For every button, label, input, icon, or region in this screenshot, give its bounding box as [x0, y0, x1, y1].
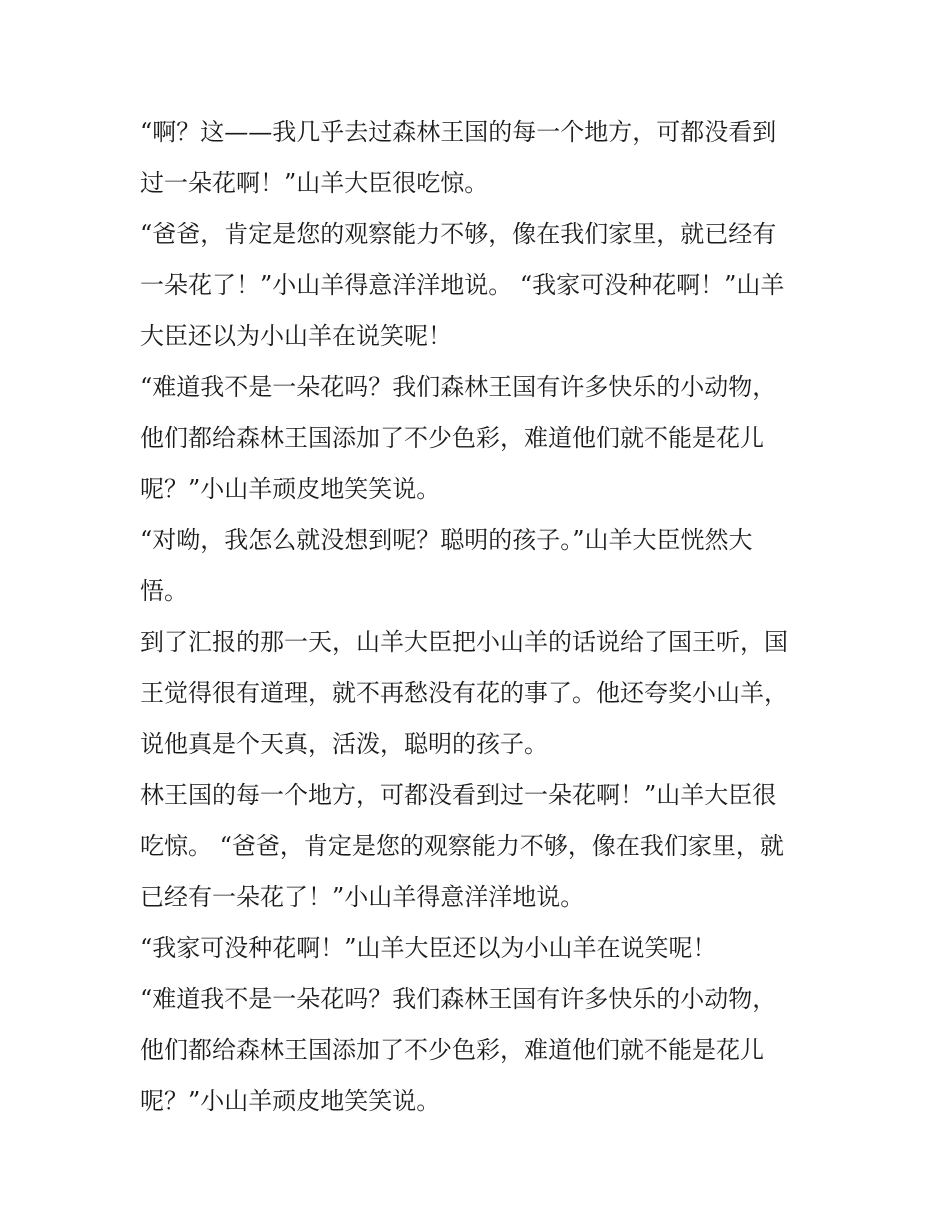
text-line: 他们都给森林王国添加了不少色彩，难道他们就不能是花儿 [140, 1036, 764, 1064]
text-line: 到了汇报的那一天，山羊大臣把小山羊的话说给了国王听，国 [140, 628, 788, 656]
text-line: 过一朵花啊！”山羊大臣很吃惊。 [140, 169, 489, 197]
text-line: “啊？这——我几乎去过森林王国的每一个地方，可都没看到 [140, 118, 777, 146]
text-line: 已经有一朵花了！”小山羊得意洋洋地说。 [140, 883, 585, 911]
text-line: “对呦，我怎么就没想到呢？聪明的孩子。”山羊大臣恍然大 [140, 526, 753, 554]
text-line: “难道我不是一朵花吗？我们森林王国有许多快乐的小动物， [140, 373, 777, 401]
text-line: 悟。 [140, 577, 188, 605]
text-line: 林王国的每一个地方，可都没看到过一朵花啊！”山羊大臣很 [140, 781, 777, 809]
text-line: “爸爸，肯定是您的观察能力不够，像在我们家里，就已经有 [140, 220, 777, 248]
text-line: 说他真是个天真，活泼，聪明的孩子。 [140, 730, 548, 758]
text-line: 呢？”小山羊顽皮地笑笑说。 [140, 475, 441, 503]
text-line: 王觉得很有道理，就不再愁没有花的事了。他还夸奖小山羊， [140, 679, 788, 707]
text-line: 一朵花了！”小山羊得意洋洋地说。 “我家可没种花啊！”山羊 [140, 271, 785, 299]
text-line: “难道我不是一朵花吗？我们森林王国有许多快乐的小动物， [140, 985, 777, 1013]
story-text [140, 107, 820, 1127]
text-line: 吃惊。 “爸爸，肯定是您的观察能力不够，像在我们家里，就 [140, 832, 784, 860]
text-line: 呢？”小山羊顽皮地笑笑说。 [140, 1087, 441, 1115]
text-line: “我家可没种花啊！”山羊大臣还以为小山羊在说笑呢！ [140, 934, 717, 962]
text-line: 他们都给森林王国添加了不少色彩，难道他们就不能是花儿 [140, 424, 764, 452]
text-line: 大臣还以为小山羊在说笑呢！ [140, 322, 452, 350]
